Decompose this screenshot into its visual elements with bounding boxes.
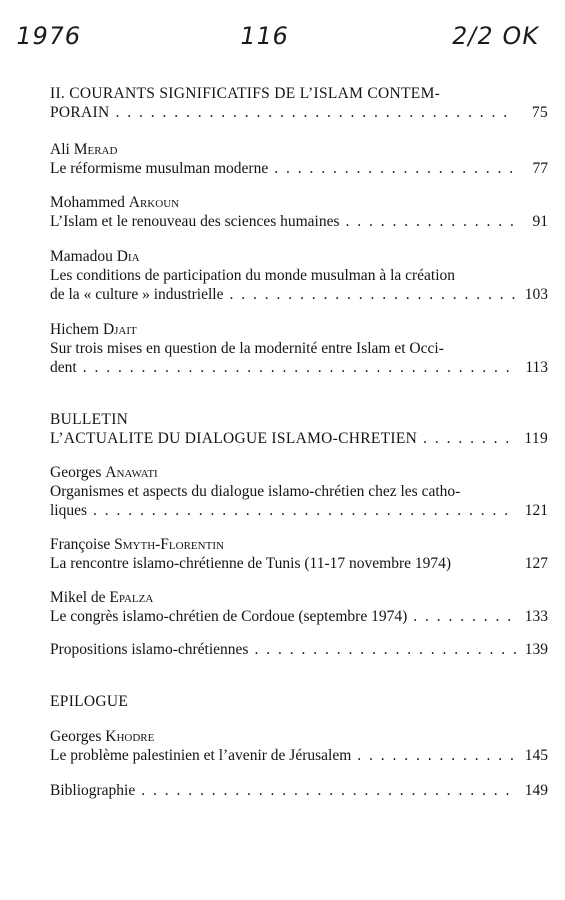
toc-entry (50, 727, 548, 765)
epilogue-heading: EPILOGUE (50, 693, 129, 710)
entry-title-line1: Sur trois mises en question de la modernité entre Islam et Occi- (50, 340, 444, 357)
page-number: 145 (524, 747, 548, 764)
entry-title: Le problème palestinien et l’avenir de Jérusalem (50, 747, 352, 764)
page-number: 133 (524, 608, 548, 625)
section-title-line1: II. COURANTS SIGNIFICATIFS DE L’ISLAM CONTEM- (50, 85, 441, 102)
handwritten-year-note: 1976 (13, 22, 84, 50)
leader-dots (346, 212, 516, 231)
leader-dots (413, 607, 516, 626)
section-heading-epilogue (50, 692, 548, 711)
page-number: 149 (524, 782, 548, 799)
leader-dots (141, 781, 516, 800)
author: Mikel de Epalza (50, 589, 154, 606)
author: Hichem Djait (50, 321, 137, 338)
toc-entry (50, 140, 548, 178)
toc-entry (50, 463, 548, 520)
toc-entry (50, 588, 548, 626)
entry-title-line2: de la « culture » industrielle (50, 286, 224, 303)
page-number: 103 (524, 286, 548, 303)
handwritten-page-note: 116 (237, 22, 292, 50)
leader-dots (274, 159, 516, 178)
author: Georges Anawati (50, 464, 158, 481)
author: Ali Merad (50, 141, 118, 158)
entry-title: L’Islam et le renouveau des sciences humaines (50, 213, 340, 230)
entry-title-line1: Organismes et aspects du dialogue islamo-chrétien chez les catho- (50, 483, 461, 500)
toc-entry (50, 320, 548, 377)
author: Georges Khodre (50, 728, 155, 745)
page-number: 113 (525, 359, 548, 376)
leader-dots (93, 501, 516, 520)
handwritten-ok-note: 2/2 OK (449, 22, 542, 50)
entry-title: Le congrès islamo-chrétien de Cordoue (septembre 1974) (50, 608, 408, 625)
entry-title-line2: liques (50, 502, 88, 519)
bulletin-title: L’ACTUALITE DU DIALOGUE ISLAMO-CHRETIEN (50, 430, 418, 447)
page-number: 77 (532, 160, 548, 177)
page-number: 139 (524, 641, 548, 658)
page-number: 91 (532, 213, 548, 230)
entry-title: Le réformisme musulman moderne (50, 160, 269, 177)
toc-entry (50, 781, 548, 800)
section-title-line2: PORAIN (50, 104, 110, 121)
page-number: 127 (524, 555, 548, 572)
leader-dots (83, 358, 516, 377)
bulletin-label: BULLETIN (50, 411, 129, 428)
author: Mohammed Arkoun (50, 194, 180, 211)
toc-entry (50, 535, 548, 573)
author: Mamadou Dia (50, 248, 140, 265)
page-number: 119 (524, 430, 548, 447)
leader-dots (254, 640, 516, 659)
entry-title-line1: Les conditions de participation du monde musulman à la création (50, 267, 456, 284)
page-number: 75 (531, 104, 548, 121)
leader-dots (357, 746, 516, 765)
section-heading-2 (50, 84, 548, 122)
leader-dots (116, 103, 516, 122)
entry-title: Bibliographie (50, 782, 136, 799)
toc-entry (50, 247, 548, 304)
entry-title: La rencontre islamo-chrétienne de Tunis (11-17 novembre 1974) (50, 555, 452, 572)
section-heading-bulletin (50, 410, 548, 448)
entry-title-line2: dent (50, 359, 77, 376)
author: Françoise Smyth-Florentin (50, 536, 224, 553)
page-number: 121 (524, 502, 548, 519)
toc-entry (50, 640, 548, 659)
entry-title: Propositions islamo-chrétiennes (50, 641, 249, 658)
toc-entry (50, 193, 548, 231)
leader-dots (229, 285, 516, 304)
leader-dots (423, 429, 516, 448)
